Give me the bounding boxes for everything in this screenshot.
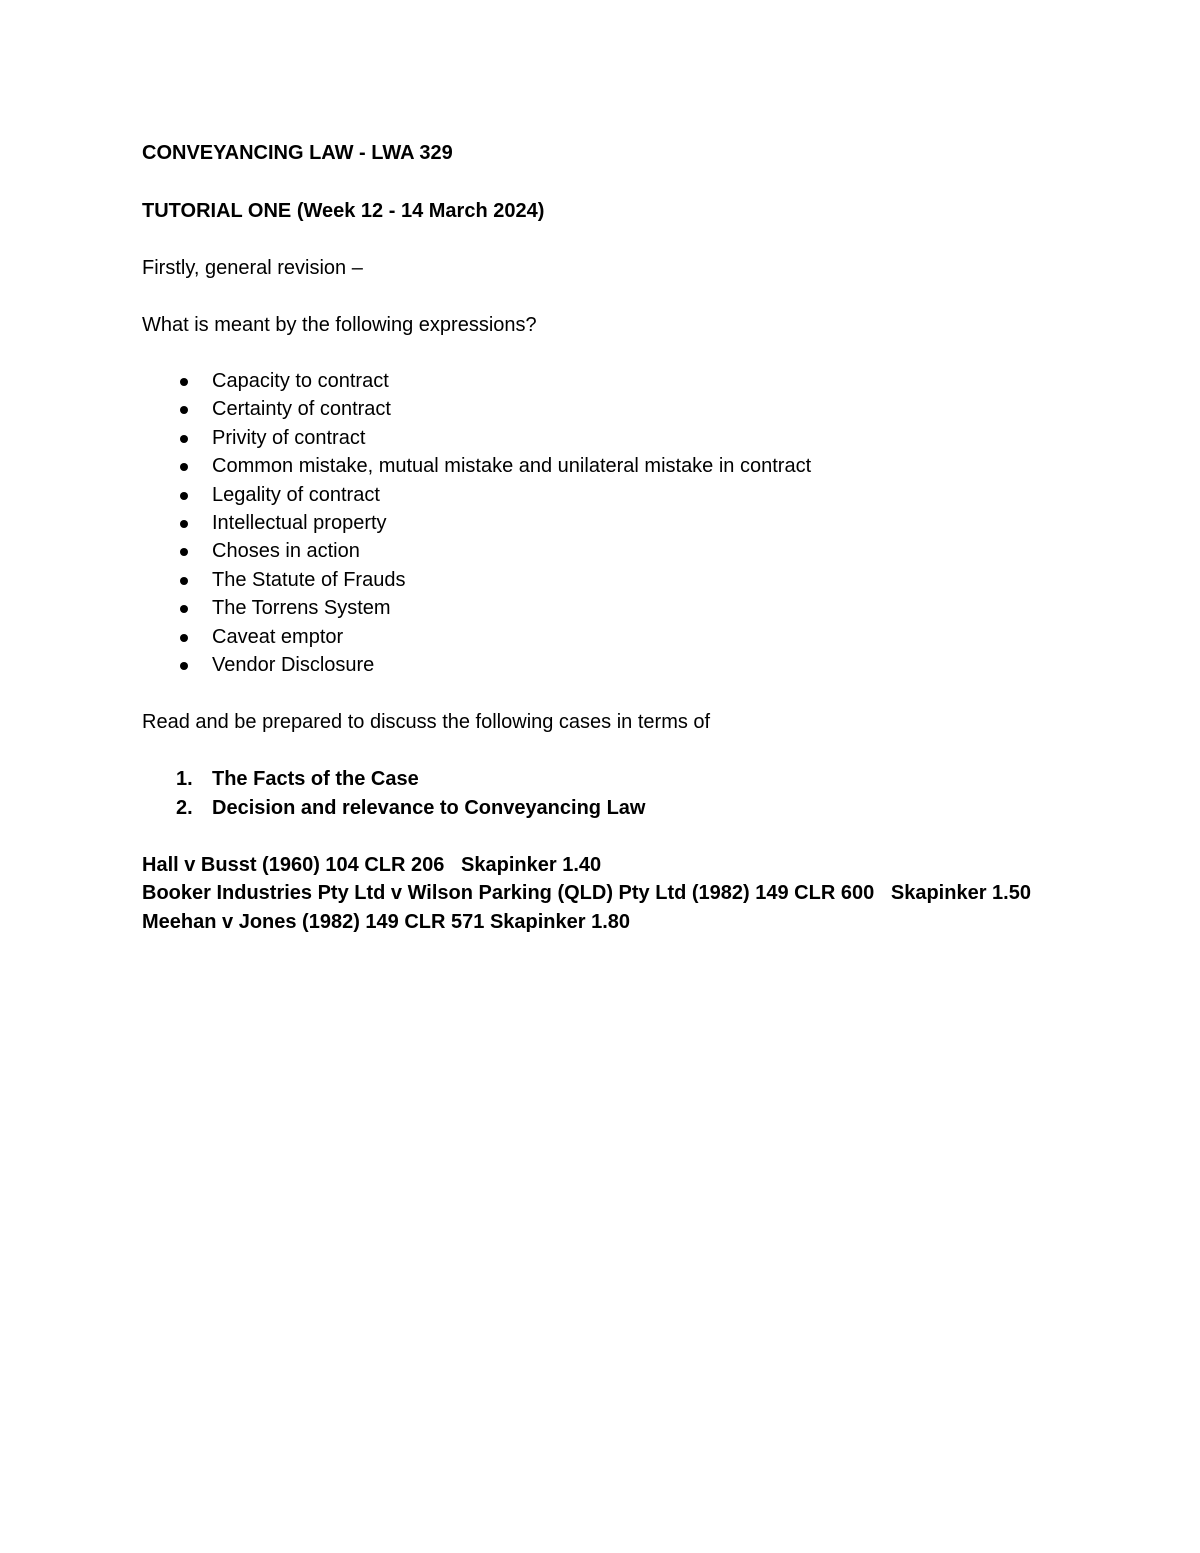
bullet-icon: [180, 406, 188, 414]
list-item: Intellectual property: [142, 509, 811, 537]
list-item: Privity of contract: [142, 424, 811, 452]
bullet-icon: [180, 520, 188, 528]
case-citation: Meehan v Jones (1982) 149 CLR 571 Skapinker 1.80: [142, 910, 631, 933]
list-item: 1. The Facts of the Case: [176, 768, 419, 790]
bullet-icon: [180, 378, 188, 386]
bullet-icon: [180, 492, 188, 500]
case-citation: Booker Industries Pty Ltd v Wilson Parking (QLD) Pty Ltd (1982) 149 CLR 600 Skapinker 1.50: [142, 882, 1031, 905]
bullet-icon: [180, 634, 188, 642]
list-item: The Torrens System: [142, 594, 811, 622]
question-text: What is meant by the following expressions?: [142, 314, 537, 336]
bullet-icon: [180, 548, 188, 556]
bullet-icon: [180, 577, 188, 585]
case-citation: Hall v Busst (1960) 104 CLR 206 Skapinker 1.40: [142, 854, 602, 876]
list-item: The Statute of Frauds: [142, 566, 811, 594]
list-item: Vendor Disclosure: [142, 651, 811, 679]
discussion-points-list: [142, 765, 645, 823]
bullet-icon: [180, 662, 188, 670]
list-item: 2. Decision and relevance to Conveyancing Law: [176, 797, 646, 819]
intro-text: Firstly, general revision –: [142, 257, 363, 279]
bullet-icon: [180, 463, 188, 471]
cases-list: [142, 851, 1062, 936]
bullet-icon: [180, 435, 188, 443]
document-title: CONVEYANCING LAW - LWA 329: [142, 142, 453, 164]
list-item: Caveat emptor: [142, 623, 811, 651]
list-item: Certainty of contract: [142, 395, 811, 423]
list-item: Capacity to contract: [142, 367, 811, 395]
list-item: Common mistake, mutual mistake and unilateral mistake in contract: [142, 452, 811, 480]
bullet-icon: [180, 605, 188, 613]
list-item: Legality of contract: [142, 481, 811, 509]
expressions-list: [142, 367, 811, 679]
list-item: Choses in action: [142, 537, 811, 565]
cases-prompt: Read and be prepared to discuss the following cases in terms of: [142, 711, 711, 733]
tutorial-heading: TUTORIAL ONE (Week 12 - 14 March 2024): [142, 200, 545, 222]
